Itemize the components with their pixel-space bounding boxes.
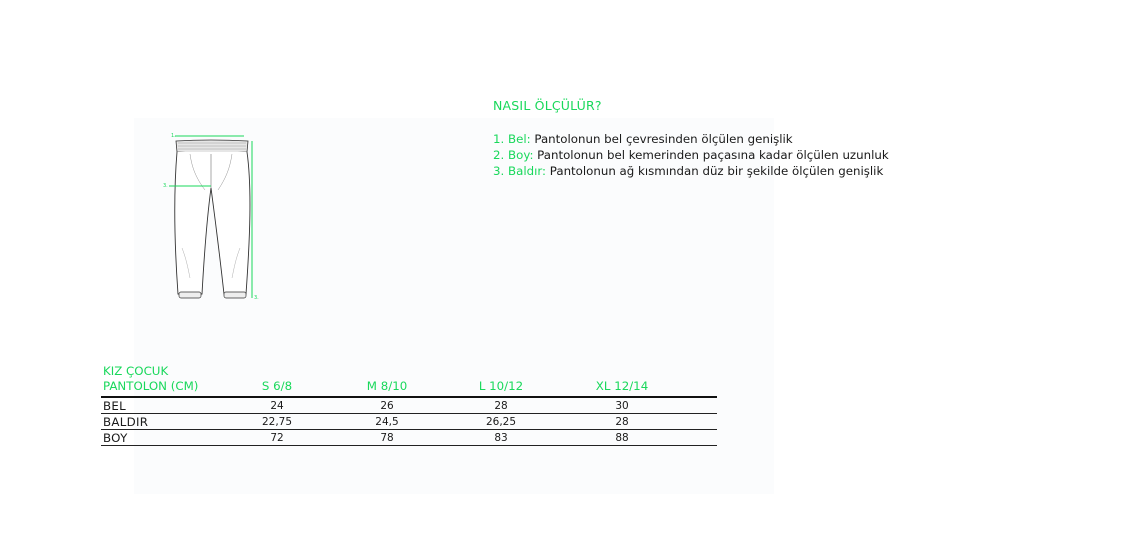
marker-label: 1. [171,133,176,139]
table-cell: 30 [615,400,629,412]
row-label: BOY [103,431,128,445]
measure-text: Pantolonun bel çevresinden ölçülen genişlik [530,132,793,146]
measure-text: Pantolonun ağ kısmından düz bir şekilde ölçülen genişlik [546,164,884,178]
table-cell: 28 [494,400,508,412]
row-label: BEL [103,399,127,413]
column-header: L 10/12 [478,379,524,393]
waistband [176,140,248,153]
pants-measurement-figure [160,128,270,308]
table-cell: 28 [615,416,629,428]
how-to-measure-title: NASIL ÖLÇÜLÜR? [493,98,602,113]
how-to-measure [493,98,889,179]
table-cell: 26 [380,400,394,412]
measure-key: 1. Bel: [493,132,531,146]
table-row [101,430,717,446]
list-item [493,147,889,163]
list-item [493,163,889,179]
left-cuff [179,292,201,298]
column-header: M 8/10 [366,379,408,393]
list-item [493,131,889,147]
table-cell: 88 [615,432,629,444]
table-title [103,364,198,394]
column-header: XL 12/14 [595,379,649,393]
measure-key: 2. Boy: [493,148,534,162]
pants-illustration [160,128,270,308]
table-header [101,364,717,398]
table-cell: 83 [494,432,508,444]
table-cell: 24 [270,400,284,412]
table-cell: 78 [380,432,394,444]
table-title-line: PANTOLON (CM) [103,379,199,393]
marker-label: 3. [163,183,168,189]
table-row [101,398,717,414]
measure-text: Pantolonun bel kemerinden paçasına kadar ölçülen uzunluk [533,148,889,162]
table-title-line: KIZ ÇOCUK [103,364,169,378]
table-cell: 26,25 [485,416,517,428]
measure-key: 3. Baldır: [493,164,546,178]
row-label: BALDIR [103,415,149,429]
column-header: S 6/8 [261,379,293,393]
pants-outline [175,152,250,294]
size-table [101,364,717,446]
table-cell: 22,75 [261,416,293,428]
table-cell: 24,5 [375,416,399,428]
table-cell: 72 [270,432,284,444]
marker-label: 3. [254,295,259,301]
table-row [101,414,717,430]
how-to-measure-list [493,131,889,179]
right-cuff [224,292,246,298]
